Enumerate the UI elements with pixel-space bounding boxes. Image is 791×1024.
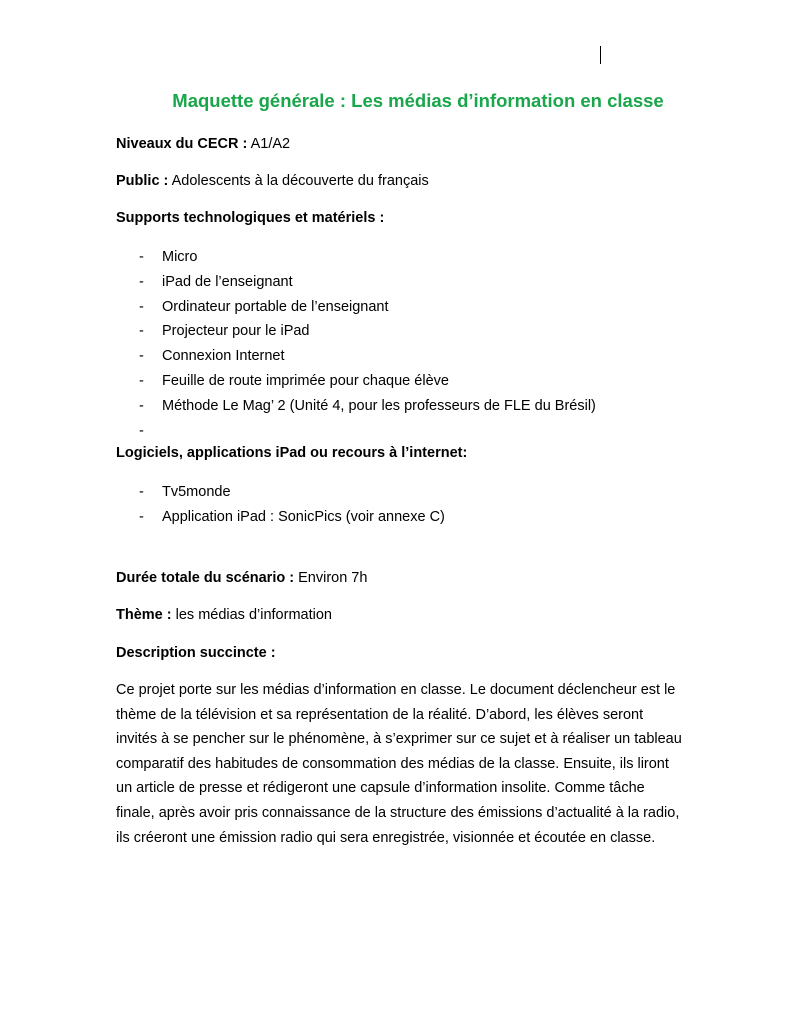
niveaux-label: Niveaux du CECR : — [116, 136, 248, 152]
description-heading: Description succincte : — [116, 645, 276, 661]
dash-bullet: - — [139, 273, 144, 290]
paragraph-line: Ce projet porte sur les médias d’information en classe. Le document déclencheur est le — [116, 682, 676, 698]
paragraph-line: thème de la télévision et sa représentation de la réalité. D’abord, les élèves seront — [116, 706, 644, 723]
niveaux-value: A1/A2 — [250, 136, 291, 152]
paragraph-line: un article de presse et rédigeront une capsule d’information insolite. Comme tâche — [116, 780, 645, 797]
page-title: Maquette générale : Les médias d’information en classe — [172, 90, 664, 111]
supports-heading: Supports technologiques et matériels : — [116, 210, 385, 226]
theme-value: les médias d’information — [175, 607, 332, 623]
logiciels-heading: Logiciels, applications iPad ou recours à l’internet: — [116, 445, 468, 461]
dash-bullet: - — [139, 397, 144, 414]
public-label: Public : — [116, 173, 169, 189]
dash-bullet: - — [139, 484, 144, 500]
dash-bullet: - — [139, 323, 144, 340]
paragraph-line: comparatif des habitudes de consommation des médias de la classe. Ensuite, ils liront — [116, 755, 669, 772]
dash-bullet: - — [139, 348, 144, 365]
public-field — [116, 173, 429, 189]
paragraph-line: finale, après avoir pris connaissance de la structure des émissions d’actualité à la radio, — [116, 804, 680, 821]
public-value: Adolescents à la découverte du français — [171, 173, 429, 189]
dash-bullet: - — [139, 372, 144, 389]
theme-field — [116, 607, 332, 623]
dash-bullet: - — [139, 298, 144, 315]
paragraph-line: invités à se pencher sur le phénomène, à s’exprimer sur ce sujet et à réaliser un tableau — [116, 731, 682, 748]
text-cursor — [600, 46, 601, 64]
duree-field — [116, 570, 367, 586]
dash-bullet: - — [139, 249, 144, 265]
dash-bullet: - — [139, 508, 144, 525]
duree-value: Environ 7h — [298, 570, 368, 586]
theme-label: Thème : — [116, 607, 172, 623]
dash-bullet: - — [139, 422, 144, 439]
duree-label: Durée totale du scénario : — [116, 570, 295, 586]
niveaux-field — [116, 136, 290, 152]
description-paragraph — [116, 680, 682, 852]
paragraph-line: ils créeront une émission radio qui sera enregistrée, visionnée et écoutée en classe. — [116, 829, 656, 846]
